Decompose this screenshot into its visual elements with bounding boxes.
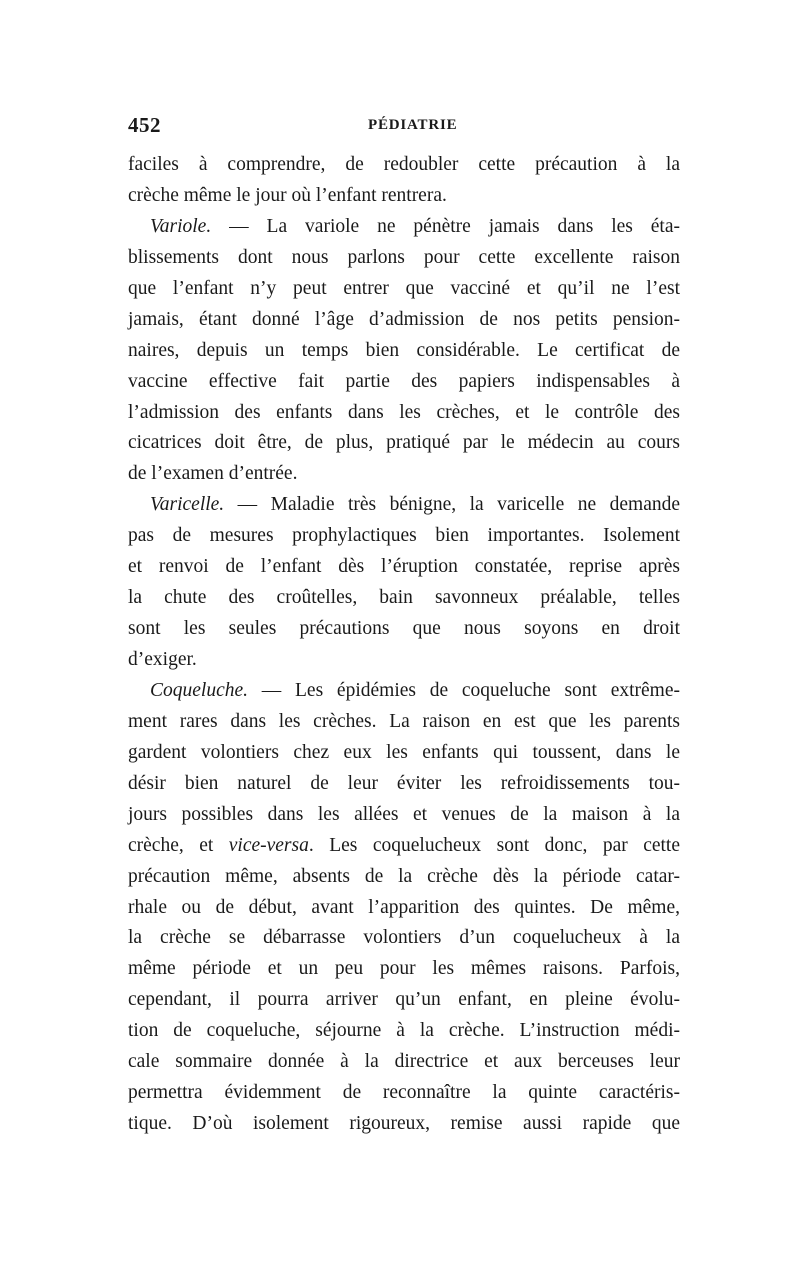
text-line [128,398,680,429]
line-text: — Maladie très bénigne, la varicelle ne demande [224,494,680,516]
text-line [128,769,680,800]
text-line [128,428,680,459]
text-line [128,676,680,707]
text-line [128,583,680,614]
text-line [128,459,680,490]
line-text: . Les coquelucheux sont donc, par cette [308,834,680,856]
line-text: permettra évidemment de reconnaître la quinte caractéris- [128,1082,680,1104]
text-line [128,893,680,924]
text-line [128,305,680,336]
text-line [128,150,680,181]
text-line [128,1016,680,1047]
section-heading: Coqueluche. [150,679,249,701]
line-text: même période et un peu pour les mêmes raisons. Parfois, [128,958,680,980]
line-text: — Les épidémies de coqueluche sont extrême- [248,679,680,701]
text-line [128,274,680,305]
section-heading: Varicelle. [150,494,225,516]
line-text: pas de mesures prophylactiques bien importantes. Isolement [128,525,680,547]
section-heading: Variole. [150,215,212,237]
text-line [128,862,680,893]
line-text: ment rares dans les crèches. La raison en est que les parents [128,710,680,732]
line-text: — La variole ne pénètre jamais dans les éta- [211,215,680,237]
line-text: d’exiger. [128,649,197,670]
line-text: l’admission des enfants dans les crèches, et le contrôle des [128,401,680,423]
line-text: faciles à comprendre, de redoubler cette précaution à la [128,154,680,175]
line-text: tion de coqueluche, séjourne à la crèche. L’instruction médi- [128,1020,680,1042]
text-line [128,1078,680,1109]
line-text: naires, depuis un temps bien considérable. Le certificat de [128,339,680,361]
line-text: de l’examen d’entrée. [128,463,298,485]
line-text: cicatrices doit être, de plus, pratiqué par le médecin au cours [128,432,680,454]
line-text: crèche, et [128,834,229,856]
running-title: PÉDIATRIE [368,117,458,133]
line-text: et renvoi de l’enfant dès l’éruption constatée, reprise après [128,556,680,578]
line-text: désir bien naturel de leur éviter les refroidissements tou- [128,772,680,794]
text-line [128,521,680,552]
line-text: que l’enfant n’y peut entrer que vacciné et qu’il ne l’est [128,277,680,299]
text-line [128,336,680,367]
text-line [128,1047,680,1078]
text-line [128,954,680,985]
text-line [128,552,680,583]
text-line [128,1109,680,1140]
line-text: rhale ou de début, avant l’apparition des quintes. De même, [128,896,680,918]
line-text: tique. D’où isolement rigoureux, remise aussi rapide que [128,1113,680,1135]
page-header [128,113,678,143]
text-line [128,614,680,645]
text-line [128,181,680,212]
text-line [128,923,680,954]
text-line [128,645,680,676]
line-text: précaution même, absents de la crèche dès la période catar- [128,865,680,887]
text-line [128,831,680,862]
text-line [128,490,680,521]
line-text: blissements dont nous parlons pour cette excellente raison [128,246,680,268]
line-text: la crèche se débarrasse volontiers d’un coquelucheux à la [128,927,680,949]
page-number: 452 [128,113,161,137]
line-text: sont les seules précautions que nous soyons en droit [128,618,680,640]
body-text [128,150,680,1140]
text-line [128,985,680,1016]
line-text: crèche même le jour où l’enfant rentrera. [128,184,447,206]
line-text: vaccine effective fait partie des papiers indispensables à [128,370,680,392]
line-text: la chute des croûtelles, bain savonneux préalable, telles [128,587,680,609]
text-line [128,707,680,738]
line-text: jours possibles dans les allées et venues de la maison à la [128,803,680,825]
text-line [128,367,680,398]
line-text: jamais, étant donné l’âge d’admission de nos petits pension- [128,308,680,330]
text-line [128,212,680,243]
line-text: gardent volontiers chez eux les enfants qui toussent, dans le [128,741,680,763]
text-line [128,738,680,769]
text-line [128,243,680,274]
italic-term: vice-versa [228,834,309,856]
text-line [128,800,680,831]
line-text: cependant, il pourra arriver qu’un enfant, en pleine évolu- [128,989,680,1011]
line-text: cale sommaire donnée à la directrice et aux berceuses leur [128,1051,680,1073]
